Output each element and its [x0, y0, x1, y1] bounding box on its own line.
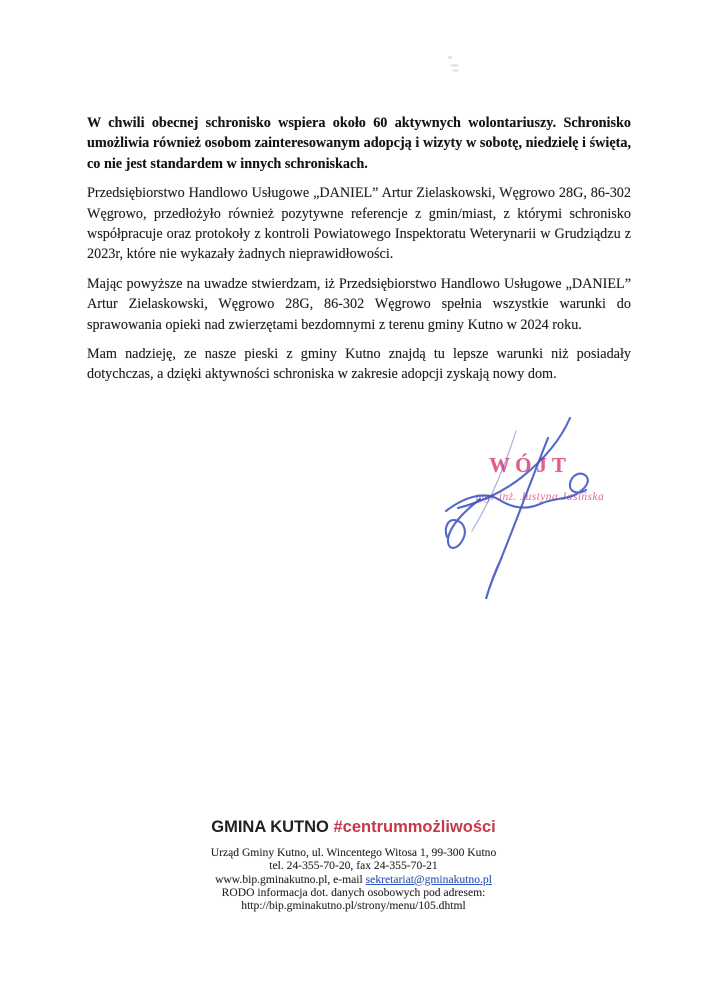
signature-block — [420, 403, 660, 623]
footer-web-email — [0, 873, 707, 886]
footer-contact — [0, 846, 707, 912]
handwritten-signature — [420, 403, 660, 623]
body-paragraph: W chwili obecnej schronisko wspiera około 60 aktywnych wolontariuszy. Schronisko umożliwia również osobom zainteresowanym adopcją i wizyty w sobotę, niedzielę i święta, co nie jest standardem w innych schroniskach. — [87, 115, 631, 172]
footer-phone: tel. 24-355-70-20, fax 24-355-70-21 — [269, 859, 438, 873]
org-hashtag: #centrummożliwości — [333, 818, 496, 836]
footer-web-prefix: www.bip.gminakutno.pl, e-mail — [215, 872, 366, 886]
footer-brand — [0, 818, 707, 837]
body-paragraph: Mam nadzieję, ze nasze pieski z gminy Kutno znajdą tu lepsze warunki niż posiadały dotychczas, a dzięki aktywności schroniska w zakresie adopcji zyskają nowy dom. — [87, 346, 631, 383]
letterhead-footer — [0, 818, 707, 912]
footer-address: Urząd Gminy Kutno, ul. Wincentego Witosa 1, 99-300 Kutno — [210, 846, 497, 859]
stamp-name: mgr inż. Justyna Jasińska — [475, 491, 605, 503]
body-paragraph: Przedsiębiorstwo Handlowo Usługowe „DANIEL” Artur Zielaskowski, Węgrowo 28G, 86-302 Węgrowo, przedłożyło również pozytywne referencje z gmin/miast, z którymi schronisko współpracuje oraz protokoły z kontroli Powiatowego Inspektoratu Weterynarii w Grudziądzu z 2023r, które nie wykazały żadnych nieprawidłowości. — [87, 185, 631, 263]
stamp-title: WÓJT — [489, 453, 571, 477]
body-paragraph: Mając powyższe na uwadze stwierdzam, iż Przedsiębiorstwo Handlowo Usługowe „DANIEL” Artur Zielaskowski, Węgrowo 28G, 86-302 Węgrowo spełnia wszystkie warunki do sprawowania opieki nad zwierzętami bezdomnymi z terenu gminy Kutno w 2024 roku. — [87, 275, 631, 333]
org-name: GMINA KUTNO — [211, 818, 329, 836]
footer-rodo: RODO informacja dot. danych osobowych pod adresem: — [221, 885, 486, 899]
letter-body — [87, 113, 631, 394]
email-link[interactable]: sekretariat@gminakutno.pl — [365, 872, 492, 886]
footer-rodo-url: http://bip.gminakutno.pl/strony/menu/105.dhtml — [241, 899, 466, 913]
